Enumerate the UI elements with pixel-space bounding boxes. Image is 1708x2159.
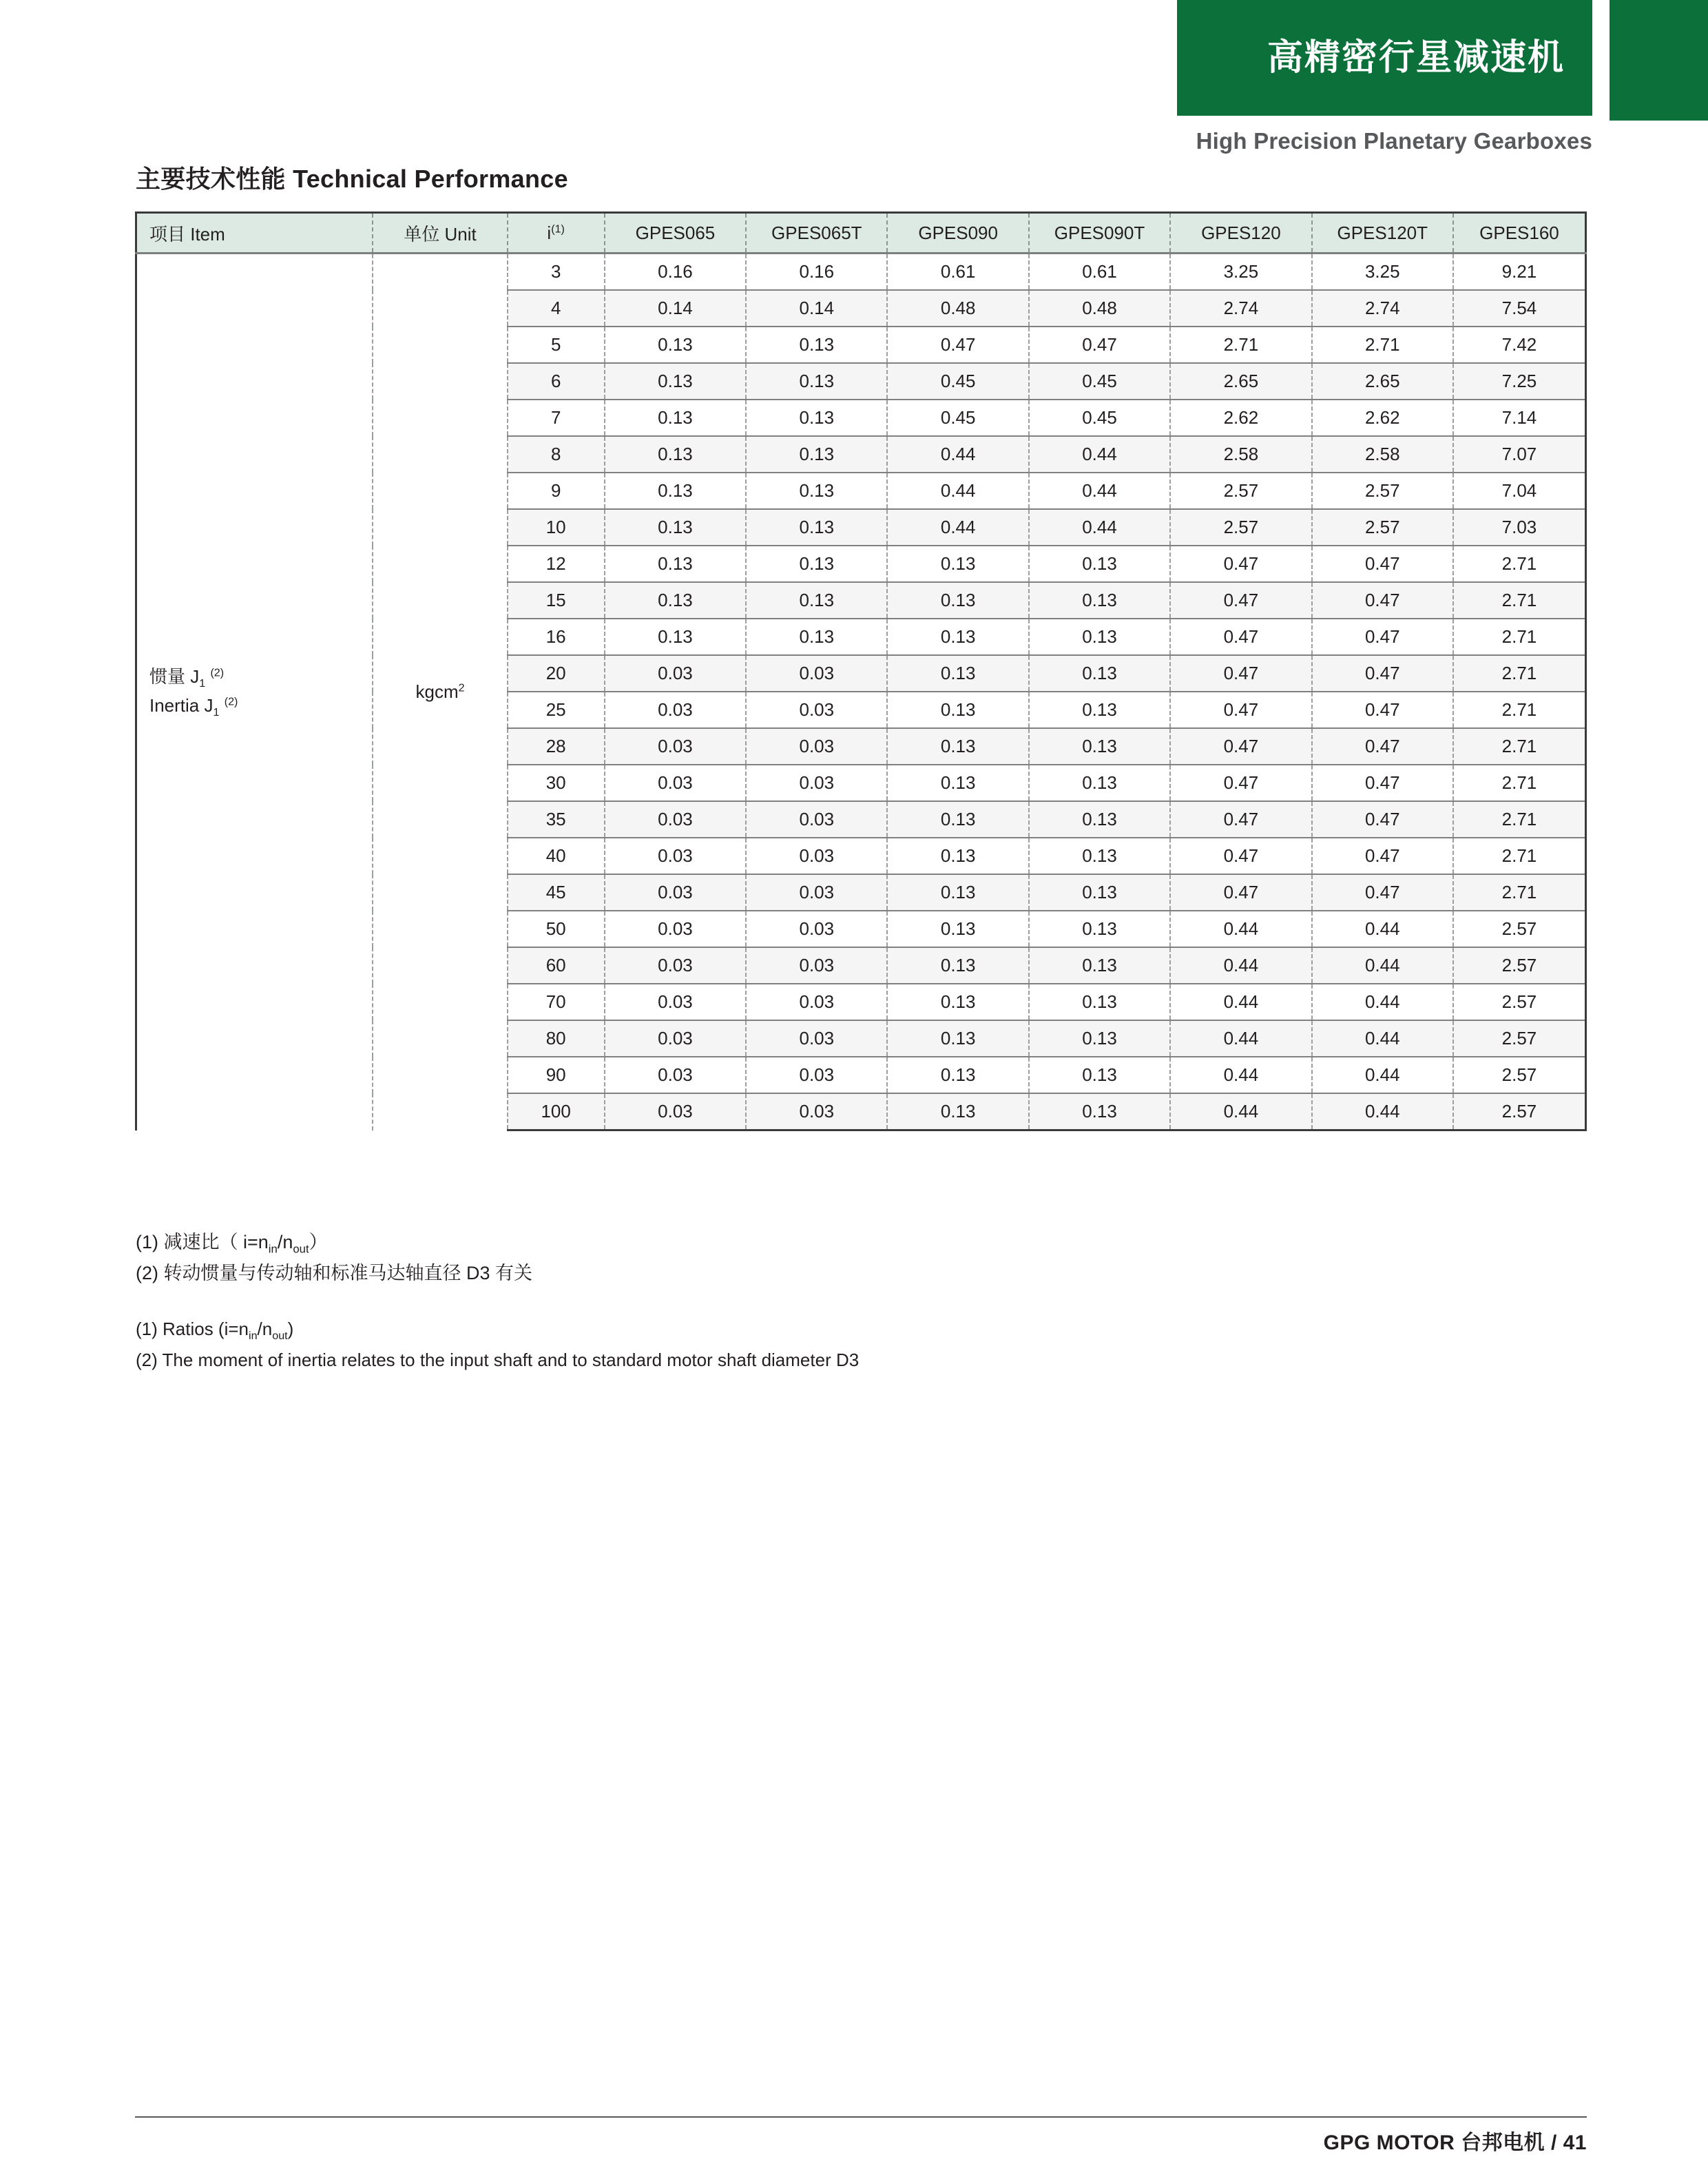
cell-ratio: 70 [508, 984, 605, 1020]
header-green-banner [1177, 0, 1592, 116]
cell-inertia-GPES120: 0.47 [1170, 765, 1311, 801]
cell-inertia-GPES120: 2.62 [1170, 400, 1311, 436]
cell-inertia-GPES120: 2.71 [1170, 327, 1311, 363]
footnote-en-1-mid: /n [257, 1319, 273, 1339]
cell-inertia-GPES090: 0.13 [887, 546, 1028, 582]
cell-inertia-GPES065: 0.03 [605, 911, 746, 947]
cell-inertia-GPES120: 0.47 [1170, 619, 1311, 655]
row-header-inertia [136, 254, 373, 1130]
cell-inertia-GPES120T: 0.44 [1312, 984, 1453, 1020]
cell-inertia-GPES065: 0.03 [605, 1093, 746, 1130]
cell-inertia-GPES090: 0.44 [887, 509, 1028, 546]
cell-inertia-GPES065T: 0.03 [746, 838, 887, 874]
cell-inertia-GPES065T: 0.13 [746, 546, 887, 582]
cell-inertia-GPES090T: 0.13 [1029, 1020, 1170, 1057]
cell-inertia-GPES120: 2.57 [1170, 473, 1311, 509]
table-header-row [136, 213, 1586, 254]
table-row [136, 254, 1586, 291]
cell-inertia-GPES120: 0.44 [1170, 1057, 1311, 1093]
cell-inertia-GPES090: 0.45 [887, 363, 1028, 400]
cell-inertia-GPES090: 0.13 [887, 1093, 1028, 1130]
cell-inertia-GPES120T: 0.44 [1312, 1093, 1453, 1130]
cell-inertia-GPES065: 0.03 [605, 692, 746, 728]
cell-ratio: 35 [508, 801, 605, 838]
cell-inertia-GPES065: 0.03 [605, 765, 746, 801]
cell-inertia-GPES065T: 0.03 [746, 1093, 887, 1130]
cell-inertia-GPES090T: 0.48 [1029, 290, 1170, 327]
cell-ratio: 6 [508, 363, 605, 400]
cell-inertia-GPES120: 0.47 [1170, 655, 1311, 692]
cell-inertia-GPES065: 0.03 [605, 1057, 746, 1093]
cell-inertia-GPES120T: 0.47 [1312, 692, 1453, 728]
cell-inertia-GPES120T: 0.47 [1312, 582, 1453, 619]
technical-performance-table [135, 211, 1587, 1131]
cell-inertia-GPES065: 0.13 [605, 582, 746, 619]
footnote-cn-1-sub-in: in [268, 1242, 278, 1256]
cell-inertia-GPES160: 2.71 [1453, 655, 1586, 692]
cell-inertia-GPES120T: 0.47 [1312, 728, 1453, 765]
cell-inertia-GPES160: 2.57 [1453, 1057, 1586, 1093]
cell-inertia-GPES120: 2.57 [1170, 509, 1311, 546]
cell-inertia-GPES160: 2.71 [1453, 801, 1586, 838]
cell-inertia-GPES120: 2.74 [1170, 290, 1311, 327]
cell-ratio: 50 [508, 911, 605, 947]
cell-inertia-GPES065: 0.13 [605, 546, 746, 582]
cell-inertia-GPES120: 0.47 [1170, 728, 1311, 765]
cell-inertia-GPES065T: 0.03 [746, 1020, 887, 1057]
cell-inertia-GPES065: 0.13 [605, 327, 746, 363]
footnote-en-1-sub-in: in [249, 1330, 258, 1343]
cell-inertia-GPES065: 0.14 [605, 290, 746, 327]
header-side-tab [1610, 0, 1708, 121]
cell-inertia-GPES065: 0.13 [605, 436, 746, 473]
footnote-cn-1-pre: (1) 减速比（ i=n [136, 1232, 269, 1252]
cell-inertia-GPES120T: 2.71 [1312, 327, 1453, 363]
technical-performance-table-wrap [135, 211, 1587, 1131]
cell-inertia-GPES090: 0.13 [887, 911, 1028, 947]
footnote-cn-1-post: ） [309, 1232, 328, 1252]
cell-inertia-GPES090T: 0.13 [1029, 765, 1170, 801]
cell-ratio: 20 [508, 655, 605, 692]
cell-ratio: 90 [508, 1057, 605, 1093]
cell-inertia-GPES160: 7.25 [1453, 363, 1586, 400]
cell-inertia-GPES090: 0.13 [887, 1020, 1028, 1057]
row-header-line-en: Inertia $J_1$ $^{(2)}$ [149, 694, 238, 719]
cell-ratio: 5 [508, 327, 605, 363]
cell-inertia-GPES090: 0.13 [887, 1057, 1028, 1093]
column-header-item: 项目 Item [136, 213, 373, 254]
cell-inertia-GPES160: 2.71 [1453, 582, 1586, 619]
footer-divider [135, 2116, 1587, 2118]
footnote-cn-1 [136, 1228, 532, 1259]
cell-inertia-GPES090: 0.48 [887, 290, 1028, 327]
cell-inertia-GPES065: 0.13 [605, 473, 746, 509]
cell-inertia-GPES065: 0.13 [605, 400, 746, 436]
cell-inertia-GPES160: 2.71 [1453, 692, 1586, 728]
cell-ratio: 100 [508, 1093, 605, 1130]
cell-inertia-GPES065T: 0.03 [746, 947, 887, 984]
cell-inertia-GPES065: 0.16 [605, 254, 746, 291]
cell-ratio: 28 [508, 728, 605, 765]
cell-inertia-GPES090T: 0.13 [1029, 582, 1170, 619]
cell-inertia-GPES065T: 0.13 [746, 619, 887, 655]
cell-inertia-GPES160: 7.14 [1453, 400, 1586, 436]
cell-inertia-GPES120: 0.44 [1170, 947, 1311, 984]
column-header-model-0: GPES065 [605, 213, 746, 254]
cell-inertia-GPES065T: 0.03 [746, 1057, 887, 1093]
cell-inertia-GPES090T: 0.13 [1029, 1093, 1170, 1130]
cell-inertia-GPES065T: 0.03 [746, 984, 887, 1020]
cell-inertia-GPES120T: 0.47 [1312, 801, 1453, 838]
cell-inertia-GPES160: 9.21 [1453, 254, 1586, 291]
cell-inertia-GPES065T: 0.03 [746, 874, 887, 911]
cell-inertia-GPES160: 7.54 [1453, 290, 1586, 327]
cell-inertia-GPES065: 0.03 [605, 801, 746, 838]
cell-inertia-GPES090T: 0.47 [1029, 327, 1170, 363]
cell-inertia-GPES090T: 0.13 [1029, 619, 1170, 655]
table-body [136, 254, 1586, 1130]
cell-inertia-GPES120: 0.47 [1170, 838, 1311, 874]
cell-inertia-GPES160: 2.71 [1453, 619, 1586, 655]
cell-ratio: 4 [508, 290, 605, 327]
cell-inertia-GPES090: 0.13 [887, 838, 1028, 874]
cell-inertia-GPES120T: 0.44 [1312, 911, 1453, 947]
cell-inertia-GPES090: 0.13 [887, 801, 1028, 838]
cell-ratio: 10 [508, 509, 605, 546]
cell-inertia-GPES090: 0.61 [887, 254, 1028, 291]
cell-inertia-GPES120: 0.47 [1170, 582, 1311, 619]
cell-inertia-GPES090T: 0.13 [1029, 947, 1170, 984]
column-header-unit: 单位 Unit [373, 213, 507, 254]
cell-inertia-GPES090: 0.47 [887, 327, 1028, 363]
cell-inertia-GPES090T: 0.44 [1029, 509, 1170, 546]
cell-inertia-GPES090T: 0.61 [1029, 254, 1170, 291]
cell-inertia-GPES120T: 2.57 [1312, 473, 1453, 509]
cell-inertia-GPES160: 2.71 [1453, 546, 1586, 582]
cell-ratio: 8 [508, 436, 605, 473]
cell-inertia-GPES120T: 2.65 [1312, 363, 1453, 400]
cell-inertia-GPES065T: 0.13 [746, 473, 887, 509]
cell-inertia-GPES090T: 0.13 [1029, 728, 1170, 765]
row-header-line-cn: 惯量 $J_1$ $^{(2)}$ [149, 666, 225, 690]
cell-inertia-GPES065T: 0.03 [746, 692, 887, 728]
cell-inertia-GPES090: 0.45 [887, 400, 1028, 436]
header-subtitle-en: High Precision Planetary Gearboxes [1196, 128, 1592, 154]
cell-inertia-GPES065: 0.13 [605, 363, 746, 400]
cell-inertia-GPES090T: 0.45 [1029, 363, 1170, 400]
cell-inertia-GPES160: 2.71 [1453, 838, 1586, 874]
footnote-en-1-post: ) [287, 1319, 294, 1339]
cell-inertia-GPES090T: 0.13 [1029, 655, 1170, 692]
cell-inertia-GPES120: 3.25 [1170, 254, 1311, 291]
footnote-en-1-pre: (1) Ratios (i=n [136, 1319, 249, 1339]
cell-inertia-GPES065T: 0.13 [746, 400, 887, 436]
cell-ratio: 25 [508, 692, 605, 728]
cell-inertia-GPES120: 2.58 [1170, 436, 1311, 473]
footnotes-english [136, 1314, 859, 1376]
cell-inertia-GPES065: 0.13 [605, 509, 746, 546]
cell-inertia-GPES120T: 2.74 [1312, 290, 1453, 327]
cell-ratio: 7 [508, 400, 605, 436]
cell-inertia-GPES120: 0.47 [1170, 801, 1311, 838]
cell-inertia-GPES120: 0.47 [1170, 874, 1311, 911]
cell-inertia-GPES090T: 0.13 [1029, 874, 1170, 911]
ratio-footnote-marker: (1) [551, 222, 565, 235]
column-header-model-6: GPES160 [1453, 213, 1586, 254]
cell-ratio: 15 [508, 582, 605, 619]
ratio-symbol: i [547, 222, 552, 243]
cell-inertia-GPES120: 0.44 [1170, 984, 1311, 1020]
cell-inertia-GPES160: 2.71 [1453, 728, 1586, 765]
cell-inertia-GPES065: 0.03 [605, 1020, 746, 1057]
column-header-ratio [508, 213, 605, 254]
cell-inertia-GPES090T: 0.13 [1029, 984, 1170, 1020]
cell-inertia-GPES065: 0.13 [605, 619, 746, 655]
cell-inertia-GPES160: 7.03 [1453, 509, 1586, 546]
cell-inertia-GPES090T: 0.44 [1029, 473, 1170, 509]
cell-inertia-GPES065T: 0.13 [746, 327, 887, 363]
footnote-en-1-sub-out: out [272, 1330, 288, 1343]
cell-inertia-GPES160: 2.71 [1453, 765, 1586, 801]
cell-inertia-GPES090: 0.13 [887, 582, 1028, 619]
cell-inertia-GPES090: 0.13 [887, 765, 1028, 801]
cell-ratio: 12 [508, 546, 605, 582]
cell-inertia-GPES065T: 0.03 [746, 765, 887, 801]
cell-inertia-GPES065T: 0.13 [746, 436, 887, 473]
footnote-en-1 [136, 1314, 859, 1345]
cell-inertia-GPES160: 2.71 [1453, 874, 1586, 911]
cell-inertia-GPES065: 0.03 [605, 874, 746, 911]
cell-inertia-GPES090T: 0.13 [1029, 838, 1170, 874]
cell-inertia-GPES120T: 0.47 [1312, 838, 1453, 874]
cell-inertia-GPES090: 0.13 [887, 984, 1028, 1020]
cell-inertia-GPES160: 2.57 [1453, 1020, 1586, 1057]
cell-inertia-GPES090T: 0.45 [1029, 400, 1170, 436]
cell-inertia-GPES065T: 0.13 [746, 582, 887, 619]
footnote-en-2: (2) The moment of inertia relates to the input shaft and to standard motor shaft diameter D3 [136, 1350, 860, 1371]
footnote-cn-2: (2) 转动惯量与传动轴和标准马达轴直径 D3 有关 [136, 1262, 533, 1283]
cell-inertia-GPES090: 0.13 [887, 692, 1028, 728]
cell-ratio: 40 [508, 838, 605, 874]
cell-inertia-GPES160: 7.07 [1453, 436, 1586, 473]
cell-inertia-GPES065: 0.03 [605, 838, 746, 874]
cell-inertia-GPES120T: 2.57 [1312, 509, 1453, 546]
cell-ratio: 30 [508, 765, 605, 801]
cell-inertia-GPES160: 7.42 [1453, 327, 1586, 363]
cell-inertia-GPES065T: 0.03 [746, 728, 887, 765]
cell-inertia-GPES065T: 0.03 [746, 911, 887, 947]
cell-inertia-GPES090T: 0.13 [1029, 546, 1170, 582]
unit-cell-kgcm2: kgcm$^2$ [373, 254, 507, 1130]
cell-inertia-GPES090: 0.13 [887, 619, 1028, 655]
cell-inertia-GPES120T: 0.47 [1312, 765, 1453, 801]
cell-inertia-GPES120T: 0.44 [1312, 1057, 1453, 1093]
cell-ratio: 60 [508, 947, 605, 984]
cell-inertia-GPES160: 2.57 [1453, 1093, 1586, 1130]
cell-inertia-GPES065: 0.03 [605, 728, 746, 765]
cell-inertia-GPES120: 0.47 [1170, 546, 1311, 582]
cell-inertia-GPES120: 2.65 [1170, 363, 1311, 400]
footnotes-chinese [136, 1228, 532, 1288]
cell-inertia-GPES120: 0.44 [1170, 1093, 1311, 1130]
page-title: 主要技术性能 Technical Performance [136, 165, 568, 193]
cell-inertia-GPES120: 0.44 [1170, 911, 1311, 947]
cell-inertia-GPES160: 7.04 [1453, 473, 1586, 509]
footnote-cn-1-sub-out: out [293, 1242, 309, 1256]
cell-ratio: 16 [508, 619, 605, 655]
cell-inertia-GPES120T: 0.44 [1312, 947, 1453, 984]
header-title-cn: 高精密行星减速机 [1267, 38, 1565, 78]
cell-inertia-GPES090: 0.44 [887, 473, 1028, 509]
cell-ratio: 9 [508, 473, 605, 509]
cell-inertia-GPES160: 2.57 [1453, 984, 1586, 1020]
cell-inertia-GPES090T: 0.13 [1029, 911, 1170, 947]
cell-inertia-GPES090: 0.13 [887, 947, 1028, 984]
cell-inertia-GPES090T: 0.13 [1029, 1057, 1170, 1093]
footer-brand-and-page: GPG MOTOR 台邦电机 / 41 [1323, 2131, 1587, 2154]
cell-inertia-GPES065T: 0.13 [746, 363, 887, 400]
cell-inertia-GPES160: 2.57 [1453, 911, 1586, 947]
cell-inertia-GPES090T: 0.13 [1029, 801, 1170, 838]
cell-inertia-GPES090T: 0.13 [1029, 692, 1170, 728]
cell-inertia-GPES120: 0.47 [1170, 692, 1311, 728]
cell-inertia-GPES120T: 0.47 [1312, 546, 1453, 582]
cell-inertia-GPES160: 2.57 [1453, 947, 1586, 984]
cell-inertia-GPES065: 0.03 [605, 984, 746, 1020]
cell-inertia-GPES120T: 0.47 [1312, 874, 1453, 911]
cell-inertia-GPES120T: 2.58 [1312, 436, 1453, 473]
cell-ratio: 80 [508, 1020, 605, 1057]
cell-inertia-GPES065: 0.03 [605, 655, 746, 692]
cell-inertia-GPES120T: 0.47 [1312, 655, 1453, 692]
column-header-model-1: GPES065T [746, 213, 887, 254]
cell-inertia-GPES065T: 0.16 [746, 254, 887, 291]
cell-inertia-GPES065T: 0.03 [746, 655, 887, 692]
cell-inertia-GPES120T: 3.25 [1312, 254, 1453, 291]
column-header-model-5: GPES120T [1312, 213, 1453, 254]
cell-inertia-GPES090: 0.13 [887, 655, 1028, 692]
cell-inertia-GPES065T: 0.14 [746, 290, 887, 327]
cell-inertia-GPES090: 0.44 [887, 436, 1028, 473]
column-header-model-2: GPES090 [887, 213, 1028, 254]
cell-inertia-GPES120T: 2.62 [1312, 400, 1453, 436]
cell-ratio: 3 [508, 254, 605, 291]
cell-inertia-GPES090: 0.13 [887, 874, 1028, 911]
cell-inertia-GPES065T: 0.03 [746, 801, 887, 838]
column-header-model-3: GPES090T [1029, 213, 1170, 254]
cell-inertia-GPES120T: 0.47 [1312, 619, 1453, 655]
cell-inertia-GPES120: 0.44 [1170, 1020, 1311, 1057]
cell-ratio: 45 [508, 874, 605, 911]
cell-inertia-GPES120T: 0.44 [1312, 1020, 1453, 1057]
footnote-cn-1-mid: /n [277, 1232, 293, 1252]
cell-inertia-GPES090T: 0.44 [1029, 436, 1170, 473]
column-header-model-4: GPES120 [1170, 213, 1311, 254]
cell-inertia-GPES065T: 0.13 [746, 509, 887, 546]
cell-inertia-GPES065: 0.03 [605, 947, 746, 984]
cell-inertia-GPES090: 0.13 [887, 728, 1028, 765]
